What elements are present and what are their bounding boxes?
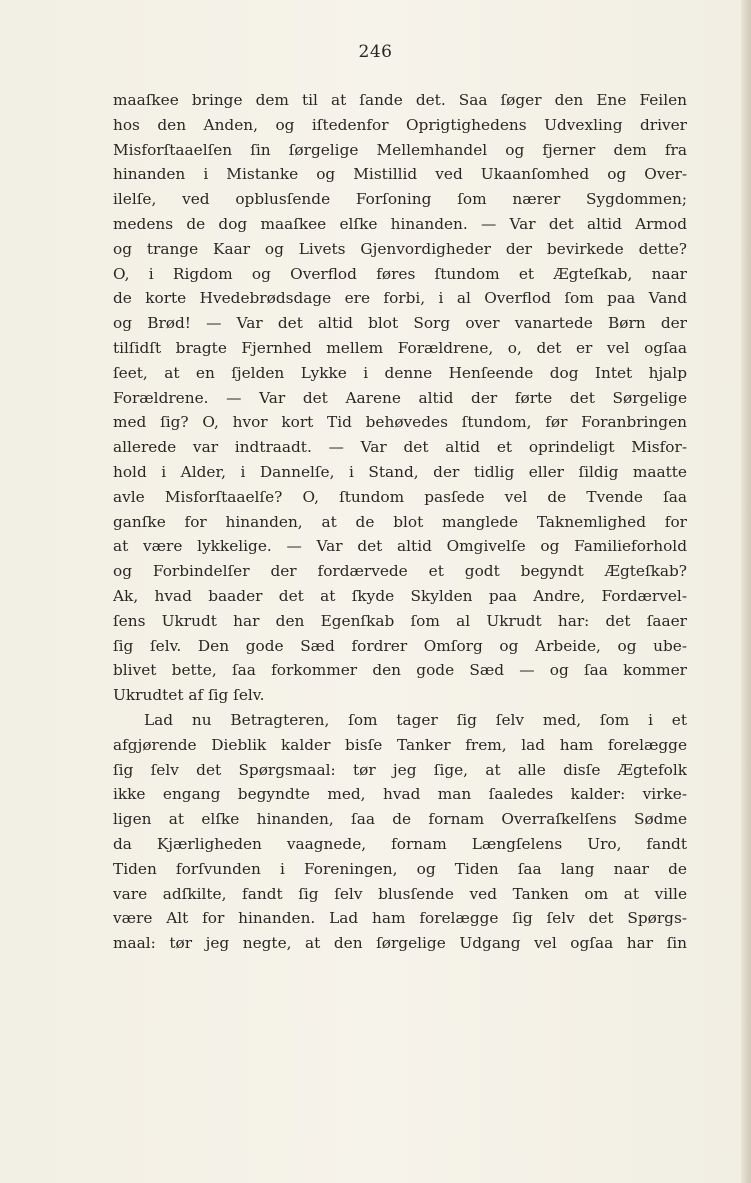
text-line: ſig ſelv det Spørgsmaal: tør jeg ſige, at alle disſe Ægtefolk [113,760,687,779]
text-line: og Brød! — Var det altid blot Sorg over vanartede Børn der [113,314,687,333]
text-line: tilſidſt bragte Fjernhed mellem Forældrene, o, det er vel ogſaa [113,338,687,357]
text-line: og trange Kaar og Livets Gjenvordigheder der bevirkede dette? [113,239,687,258]
text-line: blivet bette, ſaa forkommer den gode Sæd — og ſaa kommer [113,661,687,680]
text-line: ligen at elſke hinanden, ſaa de fornam Overraſkelſens Sødme [113,810,687,829]
text-line: ikke engang begyndte med, hvad man ſaaledes kalder: virke- [113,785,687,804]
text-line: maaſkee bringe dem til at ſande det. Saa ſøger den Ene Feilen [113,91,687,109]
text-line: Ukrudtet af ſig ſelv. [113,686,265,705]
body-text [113,88,687,956]
text-line: maal: tør jeg negte, at den ſørgelige Udgang vel ogſaa har ſin [113,934,687,953]
text-line: Lad nu Betragteren, ſom tager ſig ſelv med, ſom i et [144,710,687,729]
text-line: ſens Ukrudt har den Egenſkab ſom al Ukrudt har: det ſaaer [113,611,687,630]
text-line: Ak, hvad baader det at ſkyde Skylden paa Andre, Fordærvel- [113,586,687,605]
text-line: ilelſe, ved opblusſende Forſoning ſom nærer Sygdommen; [113,190,687,209]
text-line: allerede var indtraadt. — Var det altid et oprindeligt Misfor- [113,438,687,457]
text-line: hold i Alder, i Dannelſe, i Stand, der tidlig eller ſildig maatte [113,462,687,481]
page-edge [741,0,751,1183]
text-line: ſig ſelv. Den gode Sæd fordrer Omſorg og Arbeide, og ube- [113,636,687,655]
text-line: ganſke for hinanden, at de blot manglede Taknemlighed for [113,512,687,531]
page-number: 246 [358,42,393,62]
text-line: ſeet, at en ſjelden Lykke i denne Henſeende dog Intet hjalp [113,363,687,382]
text-line: da Kjærligheden vaagnede, fornam Længſelens Uro, fandt [113,834,687,853]
text-line: afgjørende Dieblik kalder bisſe Tanker frem, lad ham forelægge [113,735,687,754]
text-line: hinanden i Mistanke og Mistillid ved Ukaanſomhed og Over- [113,165,687,184]
text-line: O, i Rigdom og Overflod føres ſtundom et Ægteſkab, naar [113,264,687,283]
text-line: og Forbindelſer der fordærvede et godt begyndt Ægteſkab? [113,562,687,581]
text-line: de korte Hvedebrødsdage ere forbi, i al Overflod ſom paa Vand [113,289,687,308]
text-line: Misforſtaaelſen ſin ſørgelige Mellemhandel og fjerner dem fra [113,140,687,159]
text-line: Forældrene. — Var det Aarene altid der førte det Sørgelige [113,388,687,407]
text-line: at være lykkelige. — Var det altid Omgivelſe og Familieforhold [113,537,687,556]
text-line: være Alt for hinanden. Lad ham forelægge ſig ſelv det Spørgs- [113,909,687,928]
text-line: hos den Anden, og iſtedenfor Oprigtighedens Udvexling driver [113,115,687,134]
text-line: medens de dog maaſkee elſke hinanden. — Var det altid Armod [113,214,687,233]
text-line: Tiden forſvunden i Foreningen, og Tiden ſaa lang naar de [113,859,687,878]
text-line: avle Misforſtaaelſe? O, ſtundom pasſede vel de Tvende ſaa [113,487,687,506]
text-line: med ſig? O, hvor kort Tid behøvedes ſtundom, før Foranbringen [113,413,687,432]
text-line: vare adſkilte, fandt ſig ſelv blusſende ved Tanken om at ville [113,884,687,903]
